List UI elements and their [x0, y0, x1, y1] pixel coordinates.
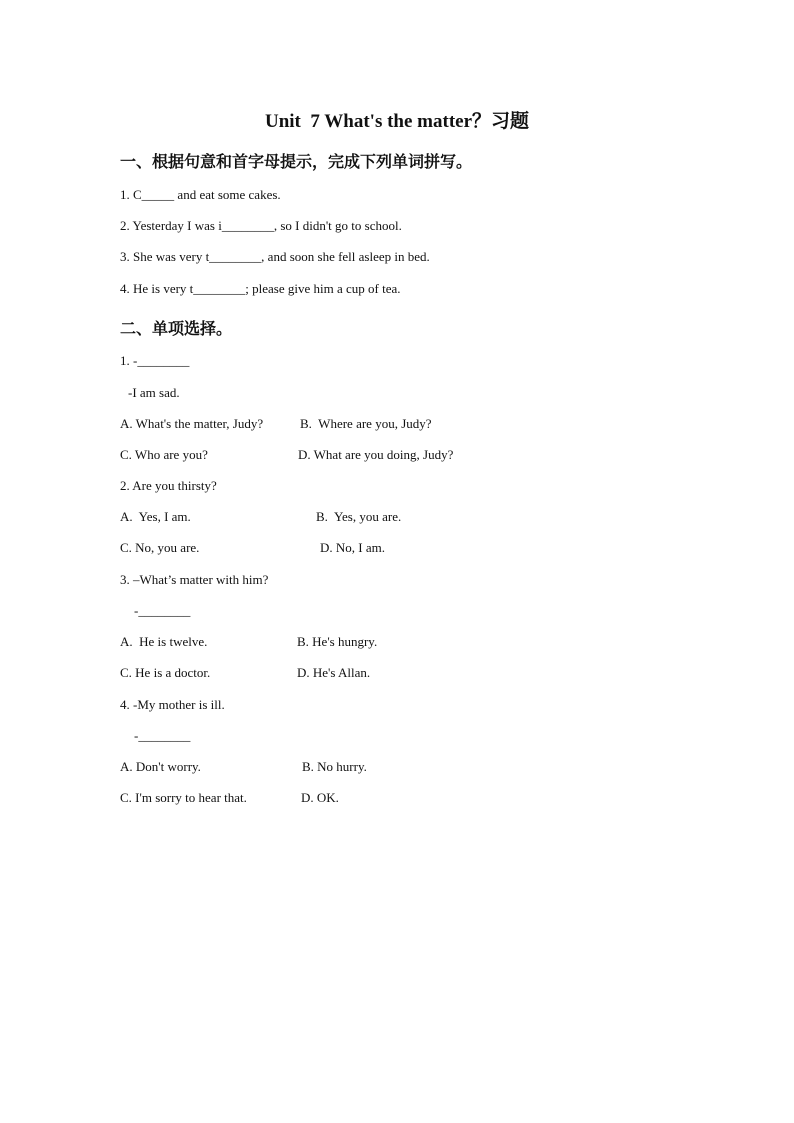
- question-1-reply: -I am sad.: [128, 385, 180, 400]
- question-2-stem: 2. Are you thirsty?: [120, 478, 217, 493]
- question-2-option-d: D. No, I am.: [320, 540, 385, 555]
- spelling-item-4: 4. He is very t________; please give him a cup of tea.: [120, 281, 401, 296]
- question-2-option-c: C. No, you are.: [120, 540, 200, 555]
- question-4-option-d: D. OK.: [301, 790, 339, 805]
- question-4-stem: 4. -My mother is ill.: [120, 697, 225, 712]
- spelling-item-3: 3. She was very t________, and soon she fell asleep in bed.: [120, 249, 430, 264]
- question-3-option-a: A. He is twelve.: [120, 634, 208, 649]
- section-1-heading: 一、根据句意和首字母提示，完成下列单词拼写。: [120, 154, 473, 171]
- question-2-option-b: B. Yes, you are.: [316, 509, 402, 524]
- spelling-item-1: 1. C_____ and eat some cakes.: [120, 187, 281, 202]
- question-4-option-b: B. No hurry.: [302, 759, 367, 774]
- question-3-stem: 3. –What’s matter with him?: [120, 572, 269, 587]
- question-1-option-a: A. What's the matter, Judy?: [120, 416, 264, 431]
- section-2-heading: 二、单项选择。: [120, 321, 233, 338]
- question-3-reply: -________: [134, 603, 191, 618]
- question-4-option-c: C. I'm sorry to hear that.: [120, 790, 247, 805]
- question-3-option-c: C. He is a doctor.: [120, 665, 211, 680]
- spelling-item-2: 2. Yesterday I was i________, so I didn't go to school.: [120, 218, 402, 233]
- page-title: Unit 7 What's the matter？习题: [264, 111, 530, 132]
- question-4-reply: -________: [134, 728, 191, 743]
- question-1-option-b: B. Where are you, Judy?: [300, 416, 432, 431]
- question-2-option-a: A. Yes, I am.: [120, 509, 191, 524]
- question-3-option-b: B. He's hungry.: [297, 634, 378, 649]
- question-1-option-c: C. Who are you?: [120, 447, 208, 462]
- question-1-stem: 1. -________: [120, 353, 190, 368]
- question-3-option-d: D. He's Allan.: [297, 665, 371, 680]
- question-4-option-a: A. Don't worry.: [120, 759, 201, 774]
- question-1-option-d: D. What are you doing, Judy?: [298, 447, 454, 462]
